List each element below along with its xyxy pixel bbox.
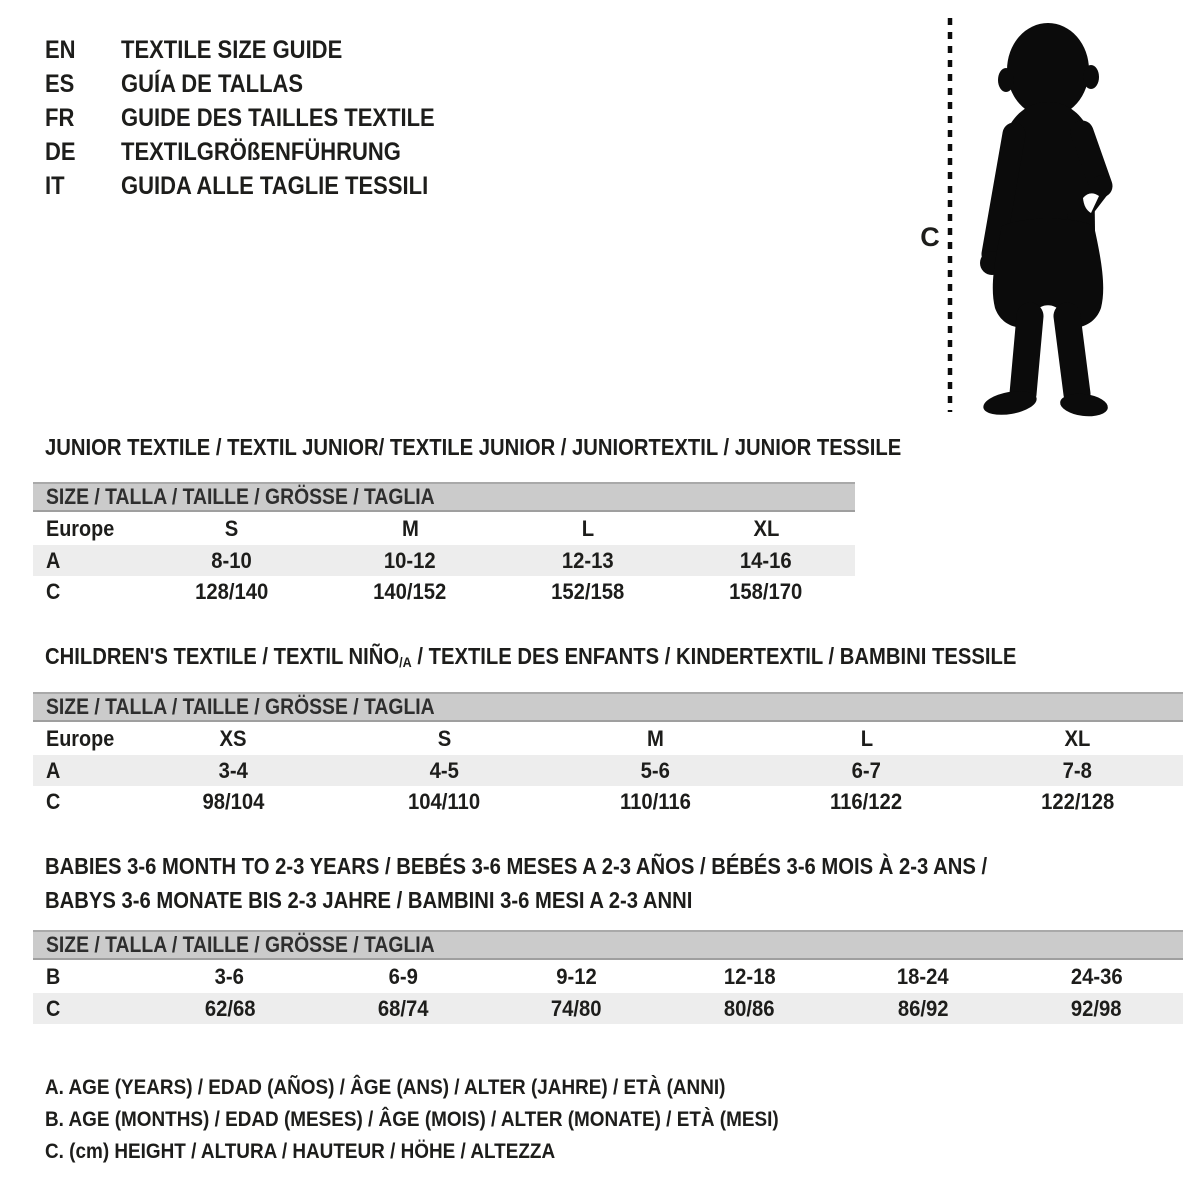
table-cell: S	[437, 725, 452, 751]
lang-code-en: EN	[45, 36, 76, 64]
guide-title-es: GUÍA DE TALLAS	[121, 70, 304, 98]
table-cell: 152/158	[551, 578, 625, 604]
lang-code-es: ES	[45, 70, 75, 98]
size-table-header: SIZE / TALLA / TAILLE / GRÖSSE / TAGLIA	[33, 692, 1183, 722]
size-table-header: SIZE / TALLA / TAILLE / GRÖSSE / TAGLIA	[33, 482, 855, 512]
table-cell: 140/152	[373, 578, 447, 604]
table-cell: XS	[219, 725, 247, 751]
guide-title-fr: GUIDE DES TAILLES TEXTILE	[121, 104, 435, 132]
row-label: A	[46, 757, 61, 783]
table-cell: 9-12	[556, 963, 597, 989]
junior-section-title: JUNIOR TEXTILE / TEXTIL JUNIOR/ TEXTILE JUNIOR / JUNIORTEXTIL / JUNIOR TESSILE	[45, 434, 902, 460]
guide-title-it: GUIDA ALLE TAGLIE TESSILI	[121, 172, 429, 200]
table-cell: M	[401, 515, 419, 541]
children-title-rest: / TEXTILE DES ENFANTS / KINDERTEXTIL / BAMBINI TESSILE	[411, 643, 1017, 669]
table-cell: 5-6	[640, 757, 671, 783]
table-cell: 6-9	[388, 963, 418, 989]
table-cell: 24-36	[1070, 963, 1123, 989]
row-label: Europe	[46, 725, 115, 751]
legend-line-c: C. (cm) HEIGHT / ALTURA / HAUTEUR / HÖHE / ALTEZZA	[45, 1139, 556, 1163]
table-cell: 122/128	[1040, 788, 1115, 814]
row-label: C	[46, 788, 61, 814]
table-cell: 7-8	[1062, 757, 1093, 783]
table-cell: L	[581, 515, 595, 541]
table-cell: XL	[1064, 725, 1091, 751]
children-title-sub: /A	[399, 655, 412, 672]
table-cell: S	[225, 515, 239, 541]
table-row	[33, 545, 855, 576]
row-label: C	[46, 578, 61, 604]
table-cell: 116/122	[830, 788, 903, 814]
table-cell: 3-6	[215, 963, 245, 989]
lang-code-it: IT	[45, 172, 65, 200]
guide-title-en: TEXTILE SIZE GUIDE	[121, 36, 343, 64]
table-cell: 3-4	[218, 757, 249, 783]
table-row	[33, 993, 1183, 1024]
babies-title-line2: BABYS 3-6 MONATE BIS 2-3 JAHRE / BAMBINI 3-6 MESI A 2-3 ANNI	[45, 887, 693, 913]
row-label: A	[46, 547, 61, 573]
table-cell: M	[647, 725, 664, 751]
table-cell: 86/92	[897, 995, 949, 1021]
lang-row-it	[45, 169, 478, 203]
row-label: Europe	[46, 515, 115, 541]
legend-line-a: A. AGE (YEARS) / EDAD (AÑOS) / ÂGE (ANS) / ALTER (JAHRE) / ETÀ (ANNI)	[45, 1075, 726, 1099]
table-row	[33, 786, 1183, 817]
table-row	[33, 512, 855, 545]
table-cell: 10-12	[384, 547, 436, 573]
babies-size-table	[33, 930, 1183, 1024]
table-cell: L	[860, 725, 873, 751]
table-cell: 18-24	[897, 963, 949, 989]
table-cell: 12-18	[723, 963, 776, 989]
table-cell: 6-7	[851, 757, 882, 783]
table-row	[33, 960, 1183, 993]
children-section-title	[45, 641, 1149, 678]
table-cell: 62/68	[204, 995, 255, 1021]
table-cell: XL	[753, 515, 779, 541]
language-title-block	[45, 33, 478, 203]
table-cell: 110/116	[620, 788, 691, 814]
table-cell: 74/80	[550, 995, 602, 1021]
table-cell: 8-10	[211, 547, 253, 573]
children-size-table	[33, 692, 1183, 817]
junior-size-table	[33, 482, 855, 607]
babies-title-line1: BABIES 3-6 MONTH TO 2-3 YEARS / BEBÉS 3-6 MESES A 2-3 AÑOS / BÉBÉS 3-6 MOIS À 2-3 ANS /	[45, 853, 988, 879]
table-cell: 92/98	[1070, 995, 1122, 1021]
table-cell: 12-13	[562, 547, 614, 573]
row-label: C	[46, 995, 61, 1021]
table-cell: 158/170	[729, 578, 803, 604]
row-label: B	[46, 963, 61, 989]
children-title-main: CHILDREN'S TEXTILE / TEXTIL NIÑO	[45, 643, 400, 669]
toddler-silhouette-icon	[980, 23, 1109, 419]
babies-section-title	[45, 849, 1116, 917]
table-row	[33, 576, 855, 607]
table-cell: 14-16	[740, 547, 792, 573]
lang-row-fr	[45, 101, 478, 135]
lang-row-de	[45, 135, 478, 169]
measure-legend	[45, 1071, 879, 1167]
table-cell: 128/140	[195, 578, 269, 604]
table-row	[33, 755, 1183, 786]
legend-line-b: B. AGE (MONTHS) / EDAD (MESES) / ÂGE (MOIS) / ALTER (MONATE) / ETÀ (MESI)	[45, 1107, 779, 1131]
lang-row-en	[45, 33, 478, 67]
lang-row-es	[45, 67, 478, 101]
height-measure-label: C	[920, 222, 940, 252]
table-cell: 104/110	[408, 788, 481, 814]
lang-code-de: DE	[45, 138, 76, 166]
table-cell: 80/86	[724, 995, 775, 1021]
table-cell: 4-5	[429, 757, 460, 783]
table-row	[33, 722, 1183, 755]
lang-code-fr: FR	[45, 104, 75, 132]
size-table-header: SIZE / TALLA / TAILLE / GRÖSSE / TAGLIA	[33, 930, 1183, 960]
guide-title-de: TEXTILGRÖßENFÜHRUNG	[121, 138, 401, 166]
table-cell: 68/74	[377, 995, 429, 1021]
table-cell: 98/104	[202, 788, 265, 814]
height-figure	[900, 8, 1150, 428]
